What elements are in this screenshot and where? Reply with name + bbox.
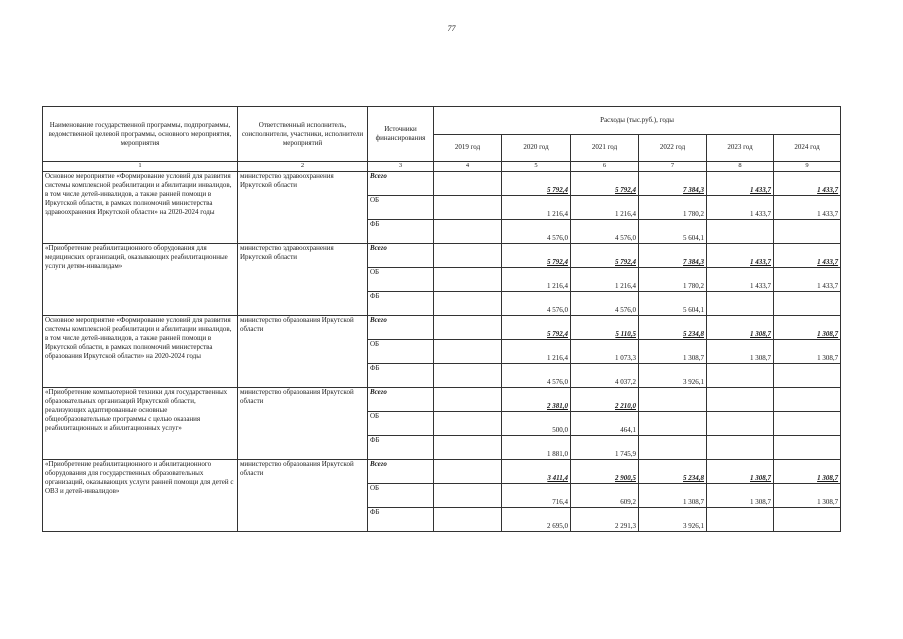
expense-value bbox=[434, 196, 502, 220]
expense-value bbox=[639, 412, 707, 436]
expense-value bbox=[434, 220, 502, 244]
expense-value: 1 308,7 bbox=[707, 316, 774, 340]
column-number: 6 bbox=[571, 162, 639, 172]
expense-value bbox=[434, 460, 502, 484]
expense-value: 5 234,8 bbox=[639, 316, 707, 340]
expense-value: 7 384,3 bbox=[639, 244, 707, 268]
executor: министерство образования Иркутской области bbox=[238, 388, 368, 460]
header-year: 2019 год bbox=[434, 134, 502, 162]
expense-value: 3 926,1 bbox=[639, 508, 707, 532]
table-row bbox=[43, 316, 841, 340]
column-number: 1 bbox=[43, 162, 238, 172]
column-numbers-row bbox=[43, 162, 841, 172]
expense-value: 5 604,1 bbox=[639, 292, 707, 316]
expense-value: 4 576,0 bbox=[502, 220, 571, 244]
expense-value bbox=[707, 388, 774, 412]
expense-value: 5 234,8 bbox=[639, 460, 707, 484]
executor: министерство образования Иркутской области bbox=[238, 316, 368, 388]
page-number: 77 bbox=[447, 24, 456, 33]
expense-value: 5 792,4 bbox=[571, 244, 639, 268]
expense-value: 2 210,0 bbox=[571, 388, 639, 412]
header-year: 2022 год bbox=[639, 134, 707, 162]
expense-value: 1 216,4 bbox=[502, 340, 571, 364]
expense-value bbox=[707, 220, 774, 244]
expense-value bbox=[434, 292, 502, 316]
expense-value bbox=[434, 340, 502, 364]
expense-value: 1 308,7 bbox=[639, 484, 707, 508]
expense-value: 5 792,4 bbox=[502, 244, 571, 268]
expense-value bbox=[434, 244, 502, 268]
expense-value: 1 308,7 bbox=[774, 484, 841, 508]
funding-source: ОБ bbox=[368, 196, 434, 220]
expense-value: 1 308,7 bbox=[707, 340, 774, 364]
expense-value: 2 291,3 bbox=[571, 508, 639, 532]
expense-value: 4 037,2 bbox=[571, 364, 639, 388]
expense-value bbox=[434, 412, 502, 436]
header-year: 2024 год bbox=[774, 134, 841, 162]
column-number: 4 bbox=[434, 162, 502, 172]
expense-value bbox=[707, 508, 774, 532]
expense-value: 609,2 bbox=[571, 484, 639, 508]
header-year: 2023 год bbox=[707, 134, 774, 162]
expense-value: 3 926,1 bbox=[639, 364, 707, 388]
expense-value: 716,4 bbox=[502, 484, 571, 508]
expense-value: 1 780,2 bbox=[639, 196, 707, 220]
expense-value: 1 216,4 bbox=[502, 268, 571, 292]
expense-value bbox=[774, 508, 841, 532]
column-number: 7 bbox=[639, 162, 707, 172]
funding-source: ОБ bbox=[368, 484, 434, 508]
expense-value: 1 433,7 bbox=[707, 268, 774, 292]
header-expenses: Расходы (тыс.руб.), годы bbox=[434, 107, 841, 135]
table-row bbox=[43, 172, 841, 196]
expense-value: 2 900,5 bbox=[571, 460, 639, 484]
header-year: 2020 год bbox=[502, 134, 571, 162]
funding-source: Всего bbox=[368, 460, 434, 484]
expense-value: 1 308,7 bbox=[707, 460, 774, 484]
expense-value: 7 384,3 bbox=[639, 172, 707, 196]
column-number: 2 bbox=[238, 162, 368, 172]
expense-value: 1 308,7 bbox=[774, 460, 841, 484]
table-row bbox=[43, 388, 841, 412]
expense-value bbox=[434, 172, 502, 196]
expense-value bbox=[639, 388, 707, 412]
expense-value bbox=[639, 436, 707, 460]
expense-value: 1 216,4 bbox=[571, 196, 639, 220]
expense-value bbox=[774, 364, 841, 388]
funding-source: Всего bbox=[368, 244, 434, 268]
expense-value bbox=[434, 484, 502, 508]
expense-value: 5 604,1 bbox=[639, 220, 707, 244]
expense-value bbox=[774, 292, 841, 316]
expense-value: 1 308,7 bbox=[707, 484, 774, 508]
expense-value: 1 433,7 bbox=[774, 172, 841, 196]
funding-source: ОБ bbox=[368, 412, 434, 436]
expense-value: 1 433,7 bbox=[774, 268, 841, 292]
expense-value: 1 433,7 bbox=[707, 196, 774, 220]
funding-source: ФБ bbox=[368, 220, 434, 244]
expense-value bbox=[774, 412, 841, 436]
expense-value: 500,0 bbox=[502, 412, 571, 436]
expense-value bbox=[707, 292, 774, 316]
expense-value: 4 576,0 bbox=[502, 364, 571, 388]
expense-value: 1 308,7 bbox=[774, 340, 841, 364]
header-source: Источники финансирования bbox=[368, 107, 434, 162]
expense-value: 5 110,5 bbox=[571, 316, 639, 340]
expenses-table bbox=[42, 106, 841, 532]
expense-value: 2 381,0 bbox=[502, 388, 571, 412]
measure-name: Основное мероприятие «Формирование условий для развития системы комплексной реабилитации и абилитации инвалидов, в том числе детей-инвалидов, а также ранней помощи в Иркутской области, в рамках полномочий министерства образования Иркутской области» на 2020-2024 годы bbox=[43, 316, 238, 388]
measure-name: Основное мероприятие «Формирование условий для развития системы комплексной реабилитации и абилитации инвалидов, в том числе детей-инвалидов, а также ранней помощи в Иркутской области, в рамках полномочий министерства здравоохранения Иркутской области» на 2020-2024 годы bbox=[43, 172, 238, 244]
expense-value: 464,1 bbox=[571, 412, 639, 436]
expense-value: 5 792,4 bbox=[502, 172, 571, 196]
expense-value bbox=[707, 412, 774, 436]
expense-value: 2 695,0 bbox=[502, 508, 571, 532]
expense-value: 1 433,7 bbox=[774, 244, 841, 268]
expense-value: 1 433,7 bbox=[707, 172, 774, 196]
funding-source: ФБ bbox=[368, 436, 434, 460]
expense-value: 1 073,3 bbox=[571, 340, 639, 364]
expense-value: 4 576,0 bbox=[502, 292, 571, 316]
measure-name: «Приобретение реабилитационного оборудования для медицинских организаций, оказывающих реабилитационные услуги детям-инвалидам» bbox=[43, 244, 238, 316]
expense-value bbox=[434, 508, 502, 532]
expense-value bbox=[434, 316, 502, 340]
expense-value bbox=[774, 436, 841, 460]
column-number: 9 bbox=[774, 162, 841, 172]
expense-value bbox=[707, 364, 774, 388]
column-number: 3 bbox=[368, 162, 434, 172]
executor: министерство здравоохранения Иркутской области bbox=[238, 244, 368, 316]
expense-value bbox=[434, 436, 502, 460]
funding-source: Всего bbox=[368, 172, 434, 196]
expense-value: 1 745,9 bbox=[571, 436, 639, 460]
expense-value bbox=[434, 364, 502, 388]
expense-value bbox=[774, 388, 841, 412]
header-year: 2021 год bbox=[571, 134, 639, 162]
header-executor: Ответственный исполнитель, соисполнители, участники, исполнители мероприятий bbox=[238, 107, 368, 162]
header-name: Наименование государственной программы, подпрограммы, ведомственной целевой программы, основного мероприятия, мероприятия bbox=[43, 107, 238, 162]
funding-source: ФБ bbox=[368, 508, 434, 532]
funding-source: Всего bbox=[368, 316, 434, 340]
expense-value bbox=[434, 388, 502, 412]
funding-source: ОБ bbox=[368, 268, 434, 292]
header-row bbox=[43, 107, 841, 135]
expense-value: 4 576,0 bbox=[571, 292, 639, 316]
funding-source: ФБ bbox=[368, 364, 434, 388]
column-number: 5 bbox=[502, 162, 571, 172]
funding-source: Всего bbox=[368, 388, 434, 412]
funding-source: ФБ bbox=[368, 292, 434, 316]
expense-value: 5 792,4 bbox=[571, 172, 639, 196]
expense-value: 1 433,7 bbox=[774, 196, 841, 220]
expense-value: 1 216,4 bbox=[571, 268, 639, 292]
expense-value: 4 576,0 bbox=[571, 220, 639, 244]
expense-value: 3 411,4 bbox=[502, 460, 571, 484]
expense-value: 1 433,7 bbox=[707, 244, 774, 268]
measure-name: «Приобретение компьютерной техники для государственных образовательных организаций Иркутской области, реализующих адаптированные основные общеобразовательные программы с целью оказания реабилитационных и абилитационных услуг» bbox=[43, 388, 238, 460]
table-row bbox=[43, 460, 841, 484]
table-row bbox=[43, 244, 841, 268]
column-number: 8 bbox=[707, 162, 774, 172]
expense-value: 1 881,0 bbox=[502, 436, 571, 460]
expense-value: 5 792,4 bbox=[502, 316, 571, 340]
measure-name: «Приобретение реабилитационного и абилитационного оборудования для государственных образовательных организаций, оказывающих услуги ранней помощи для детей с ОВЗ и детей-инвалидов» bbox=[43, 460, 238, 532]
expense-value: 1 308,7 bbox=[639, 340, 707, 364]
expense-value bbox=[774, 220, 841, 244]
expense-value: 1 308,7 bbox=[774, 316, 841, 340]
expense-value bbox=[707, 436, 774, 460]
executor: министерство образования Иркутской области bbox=[238, 460, 368, 532]
funding-source: ОБ bbox=[368, 340, 434, 364]
expense-value bbox=[434, 268, 502, 292]
expense-value: 1 216,4 bbox=[502, 196, 571, 220]
expense-value: 1 780,2 bbox=[639, 268, 707, 292]
executor: министерство здравоохранения Иркутской области bbox=[238, 172, 368, 244]
